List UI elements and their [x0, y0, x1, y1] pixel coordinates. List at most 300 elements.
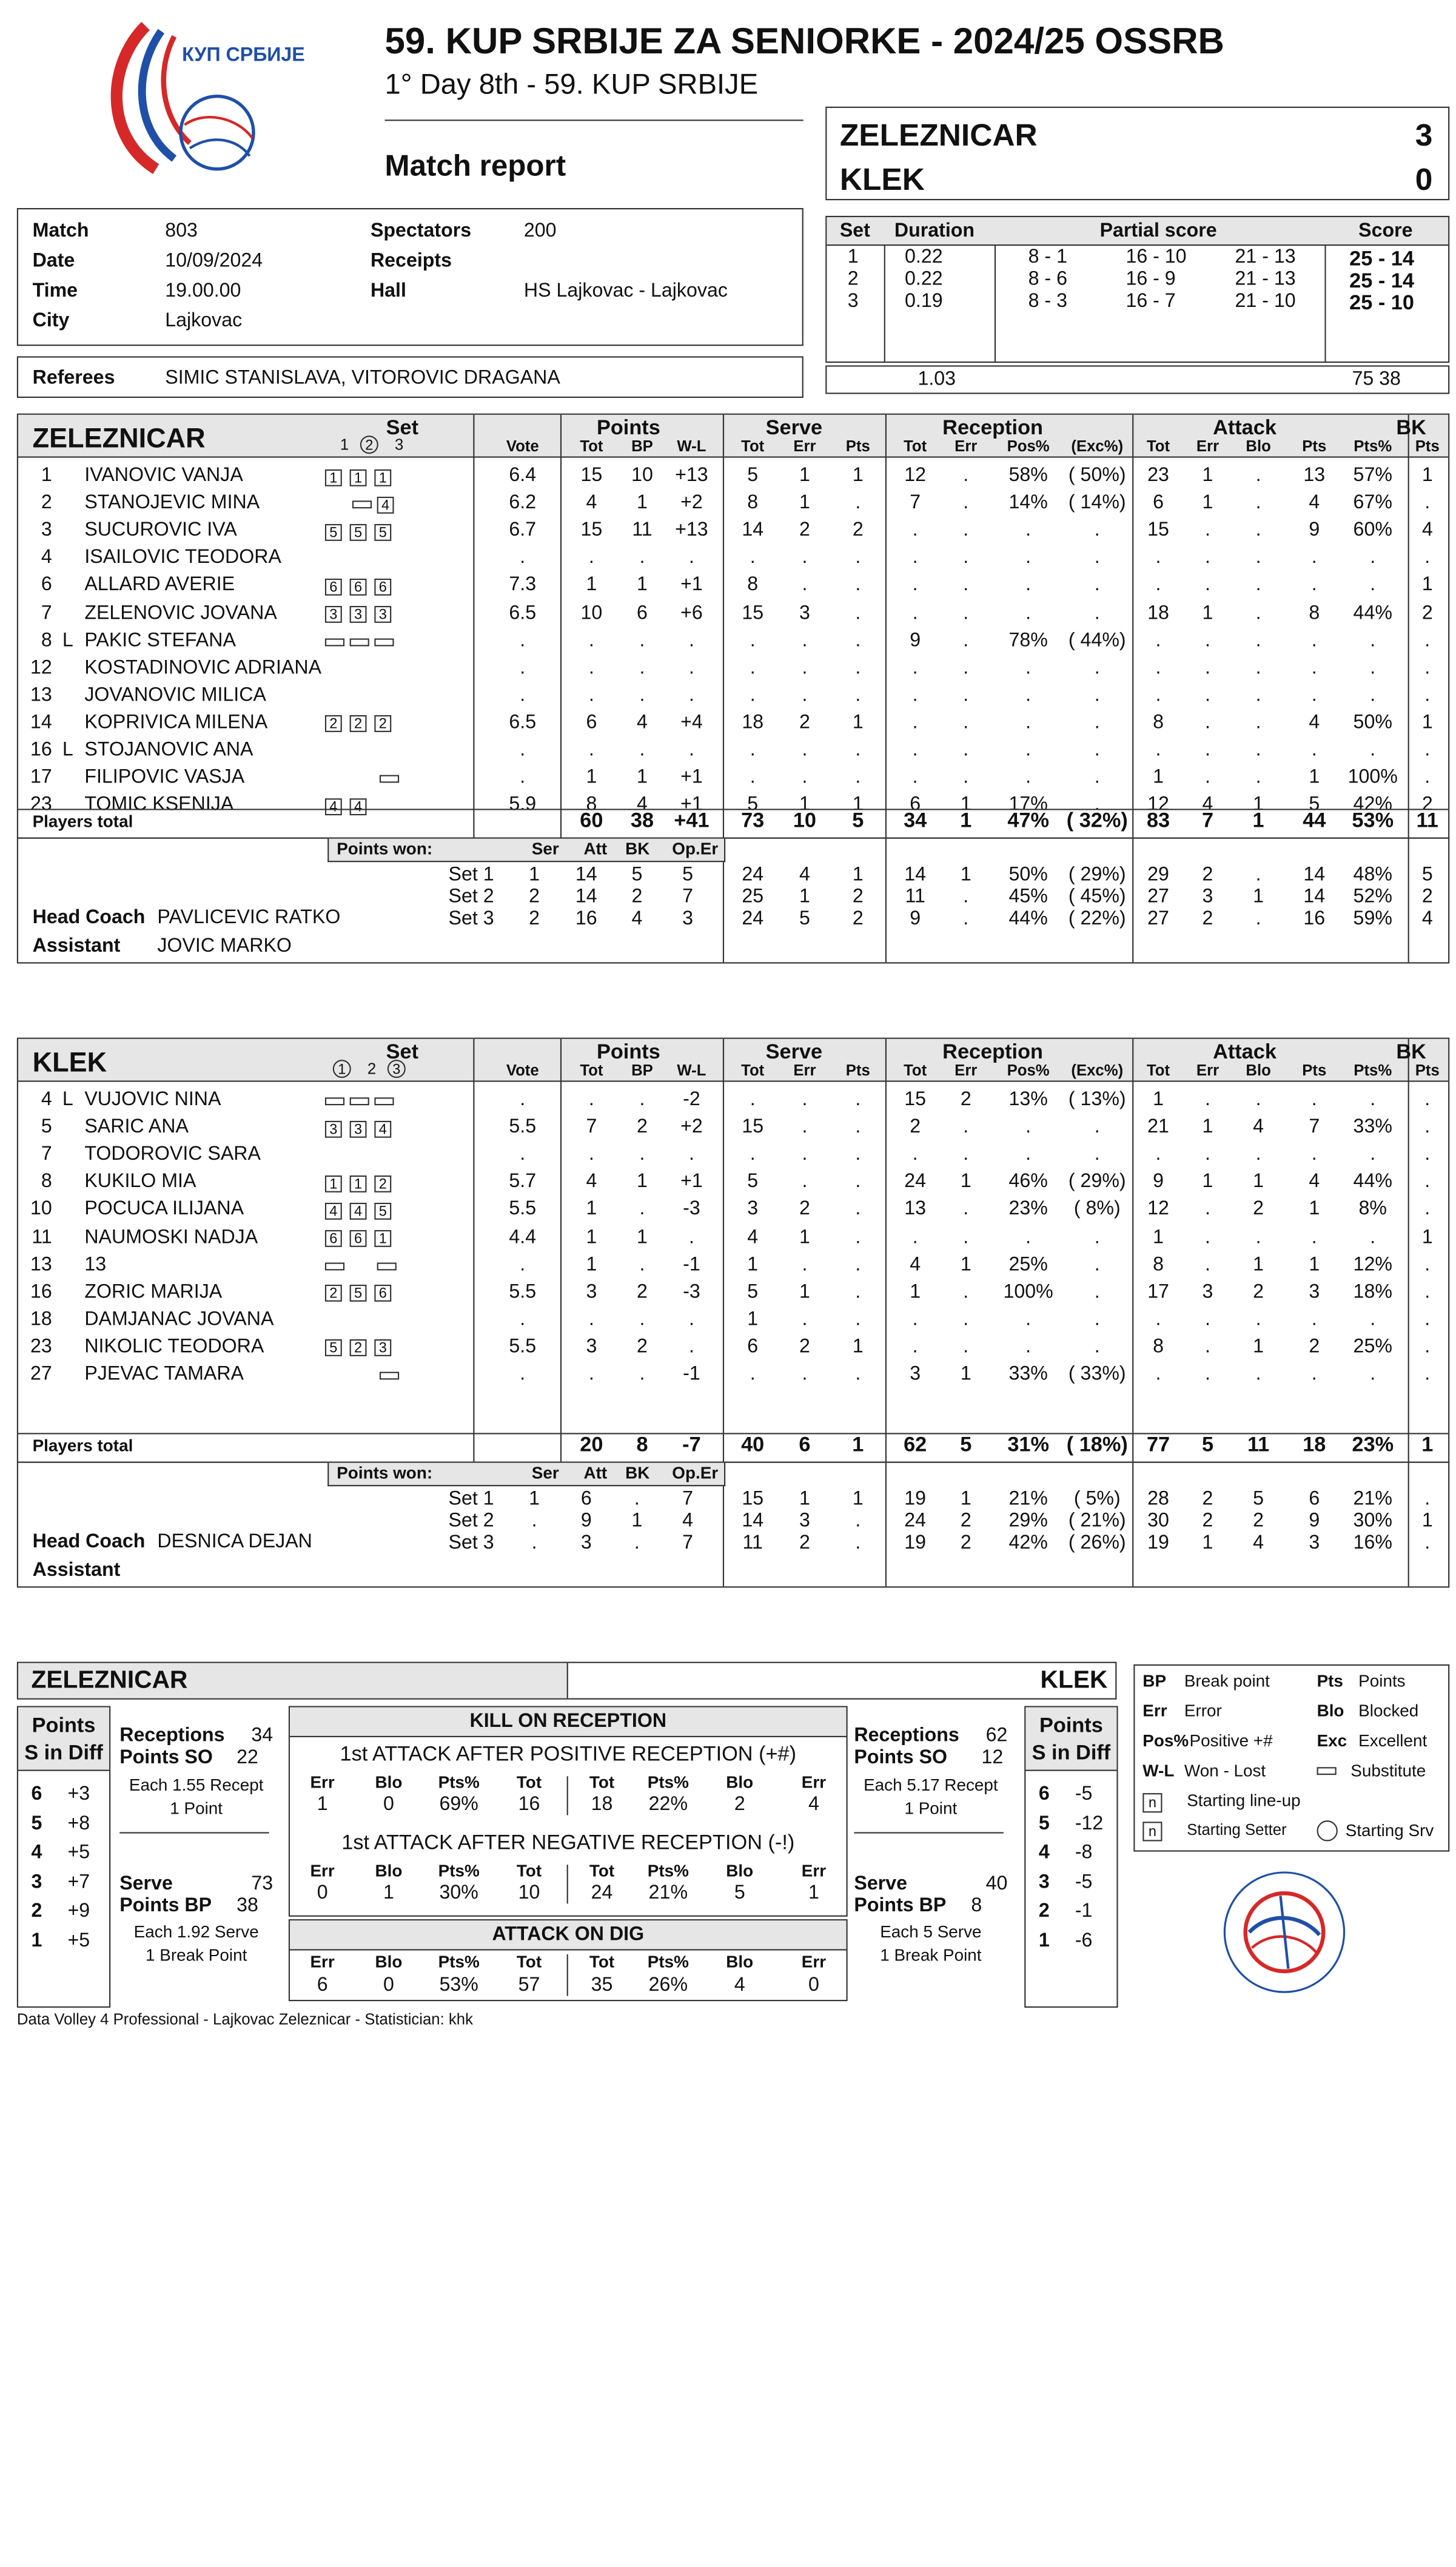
stat-aptsp: 67% [1353, 491, 1392, 514]
total-aptsp: 53% [1352, 810, 1394, 832]
stat-apts: . [1311, 1308, 1317, 1330]
col-header: Err [793, 1061, 816, 1080]
stat-serr: . [802, 1253, 808, 1276]
stat-ablo: 2 [1253, 1198, 1264, 1220]
stat-rtot: . [912, 656, 918, 679]
pw-col-header: Att [583, 838, 608, 858]
stat-vote: 6.5 [509, 601, 537, 624]
set-stat-spts: 1 [852, 1487, 864, 1510]
stat-wl: +2 [680, 491, 703, 514]
starting-position: 3 [374, 1340, 391, 1357]
starting-position: 1 [350, 1176, 367, 1193]
kill-value: 10 [518, 1881, 540, 1904]
stat-rexc: ( 13%) [1068, 1088, 1126, 1111]
legend-box-icon: n [1142, 1793, 1162, 1812]
total-bk: 11 [1416, 810, 1438, 832]
col-header: Err [1196, 437, 1219, 456]
set-row-label: Set 2 [448, 885, 494, 908]
stat-wl: -3 [683, 1198, 700, 1220]
stat-vote: 6.4 [509, 464, 537, 486]
player-sets [325, 1199, 399, 1221]
stat-wl: +13 [675, 464, 708, 486]
stat-ablo: . [1255, 765, 1261, 789]
receipts-label: Receipts [370, 249, 452, 272]
set-stat-rerr: . [963, 907, 969, 930]
stat-rtot: 15 [904, 1088, 927, 1111]
attack-on-dig [289, 1919, 848, 2001]
stat-rexc: . [1094, 1253, 1100, 1276]
stat-serr: . [802, 1143, 808, 1166]
stat-apts: . [1311, 738, 1317, 761]
stat-vote: 5.7 [509, 1170, 537, 1193]
set-stat-stot: 24 [742, 863, 764, 886]
stat-stot: . [750, 765, 756, 789]
set-stat-stot: 14 [742, 1509, 764, 1532]
set-stat-ablo: 4 [1253, 1532, 1264, 1554]
stat-rtot: 12 [904, 464, 927, 486]
team-player-table [17, 414, 1449, 839]
player-row [18, 1335, 1448, 1361]
stat-aptsp: 18% [1353, 1280, 1392, 1303]
set-stat-rerr: 2 [960, 1509, 971, 1532]
stat-aptsp: 8% [1358, 1198, 1387, 1220]
set-stat-stot: 25 [742, 885, 764, 908]
stat-rerr: . [963, 546, 969, 569]
pw-col-header: Op.Er [672, 838, 719, 858]
total-serr: 6 [799, 1434, 811, 1456]
set-stat-apts: 16 [1303, 907, 1326, 930]
stat-bk: . [1424, 765, 1431, 789]
player-number: 5 [41, 1115, 52, 1138]
dig-header: Pts% [647, 1951, 689, 1971]
col-header: W-L [677, 437, 706, 456]
points-bp-label: Points BP [119, 1894, 212, 1917]
stat-vote: . [520, 684, 526, 706]
total-ablo: 11 [1247, 1434, 1270, 1456]
col-header: BP [631, 437, 653, 456]
stat-tot: 3 [586, 1280, 597, 1303]
total-rexc: ( 32%) [1066, 810, 1128, 832]
player-row [18, 574, 1448, 600]
stat-vote: 5.9 [509, 793, 537, 816]
set-mark: 3 [387, 1060, 406, 1078]
set-stat-rexc: ( 21%) [1068, 1509, 1126, 1532]
head-coach-name: DESNICA DEJAN [157, 1530, 312, 1553]
stat-bp: 6 [637, 601, 648, 624]
kill-header: Err [310, 1860, 335, 1880]
total-bk: 1 [1421, 1434, 1434, 1456]
stat-atot: . [1155, 738, 1161, 761]
break-point: 1 Break Point [880, 1945, 982, 1965]
set-row-label: Set 1 [448, 863, 494, 886]
kill-header: Err [801, 1860, 827, 1880]
kill-value: 30% [439, 1881, 478, 1904]
player-number: 7 [41, 1143, 52, 1166]
col-header: (Exc%) [1071, 1061, 1124, 1080]
kill-value: 24 [591, 1881, 613, 1904]
set-stat-aerr: 2 [1202, 863, 1213, 886]
stat-rpos: . [1025, 765, 1032, 789]
legend-box-icon: n [1142, 1822, 1162, 1841]
team-name: ZELEZNICAR [32, 423, 206, 454]
stat-stot: 6 [747, 1335, 759, 1358]
kill-value: 2 [734, 1793, 745, 1815]
spectators-label: Spectators [370, 220, 472, 242]
stat-atot: 1 [1153, 1225, 1164, 1248]
stat-tot: 10 [580, 601, 603, 624]
stat-spts: . [855, 656, 861, 679]
points-won-value: 7 [682, 1532, 693, 1554]
stat-tot: 1 [586, 574, 597, 596]
stat-wl: +13 [675, 519, 708, 542]
hall-name: HS Lajkovac - Lajkovac [523, 279, 728, 302]
stat-bp: 2 [637, 1115, 648, 1138]
stat-aptsp: . [1370, 1225, 1376, 1248]
stat-rexc: . [1094, 765, 1100, 789]
player-name: ISAILOVIC TEODORA [84, 546, 281, 569]
set-mark: 2 [367, 1060, 377, 1078]
kill-value: 1 [317, 1793, 328, 1815]
dig-value: 57 [518, 1974, 540, 1996]
stat-bp: . [639, 1088, 645, 1111]
stat-ablo: 2 [1253, 1280, 1264, 1303]
player-sets [325, 767, 404, 789]
stat-serr: . [802, 1115, 808, 1138]
each-serve: Each 1.92 Serve [133, 1922, 259, 1942]
stat-apts: . [1311, 1362, 1317, 1385]
stat-spts: . [855, 738, 861, 761]
stat-serr: . [802, 628, 808, 651]
points-won-value: 16 [575, 907, 597, 930]
stat-stot: 5 [747, 793, 759, 816]
dig-header: Err [310, 1951, 335, 1971]
kill-header: Err [801, 1772, 827, 1792]
stat-bp: . [639, 1362, 645, 1385]
points-s-in: 5 [31, 1812, 42, 1834]
stat-apts: . [1311, 656, 1317, 679]
set-final-score: 25 - 10 [1349, 292, 1414, 315]
stat-stot: . [750, 1362, 756, 1385]
points-won-value: 7 [682, 885, 693, 908]
col-header: Err [793, 437, 816, 456]
substitute-mark [380, 775, 399, 783]
starting-position: 1 [325, 1176, 342, 1193]
col-header: Err [1196, 1061, 1219, 1080]
stat-serr: . [802, 574, 808, 596]
stat-rpos: . [1025, 711, 1032, 733]
stat-vote: . [520, 546, 526, 569]
stat-bp: . [639, 738, 645, 761]
stat-spts: . [855, 684, 861, 706]
player-number: 11 [32, 1225, 52, 1248]
set-number: 1 [847, 246, 859, 268]
points-won-label: Points won: [337, 1462, 433, 1482]
col-header: W-L [677, 1061, 706, 1080]
player-name: SUCUROVIC IVA [84, 519, 237, 542]
stat-rpos: 78% [1008, 628, 1048, 651]
partial-21: 21 - 13 [1235, 267, 1296, 291]
points-won-value: 14 [575, 863, 597, 886]
set-stat-aerr: 3 [1202, 885, 1213, 908]
stat-rpos: . [1025, 1225, 1032, 1248]
col-header: BP [631, 1061, 653, 1080]
set-number: 3 [847, 290, 859, 312]
points-diff: +9 [67, 1899, 90, 1922]
stat-stot: 15 [742, 601, 764, 624]
col-header: Pts [1302, 1061, 1327, 1080]
stat-aptsp: . [1370, 684, 1376, 706]
legend-desc: Substitute [1350, 1760, 1426, 1780]
legend-desc: Error [1184, 1700, 1222, 1721]
stat-bp: 4 [637, 793, 648, 816]
stat-bp: 1 [637, 491, 648, 514]
stat-apts: 4 [1309, 491, 1320, 514]
starting-position: 3 [325, 1120, 342, 1137]
stat-serr: 1 [799, 1225, 810, 1248]
player-row [18, 519, 1448, 545]
total-ablo: 1 [1252, 810, 1264, 832]
stat-rexc: . [1094, 1143, 1100, 1166]
substitute-mark [380, 1372, 399, 1380]
total-bp: 38 [630, 810, 654, 832]
col-group-header: Attack [1213, 417, 1277, 440]
set-stat-serr: 5 [799, 907, 810, 930]
col-header: Tot [741, 437, 765, 456]
stat-apts: 5 [1309, 793, 1320, 816]
total-spts: 5 [852, 810, 864, 832]
stat-rexc: ( 29%) [1068, 1170, 1126, 1193]
col-header: Pts [1302, 437, 1327, 456]
player-sets [325, 630, 399, 652]
set-number: 2 [847, 267, 859, 291]
stat-vote: . [520, 1308, 526, 1330]
kill-header: Blo [726, 1860, 754, 1880]
stat-stot: . [750, 1143, 756, 1166]
points-diff: -6 [1075, 1929, 1093, 1951]
stat-aerr: . [1205, 628, 1210, 651]
stat-wl: +1 [680, 1170, 703, 1193]
stat-rtot: . [912, 1308, 918, 1330]
partial-8: 8 - 6 [1028, 267, 1068, 291]
stat-aerr: . [1205, 1253, 1210, 1276]
positive-title: 1st ATTACK AFTER POSITIVE RECEPTION (+#) [340, 1743, 797, 1766]
stat-bk: . [1424, 628, 1431, 651]
player-row [18, 601, 1448, 627]
set-stat-aptsp: 30% [1353, 1509, 1392, 1532]
referees-box [17, 356, 803, 398]
stat-rerr: . [963, 1225, 969, 1248]
player-number: 7 [41, 601, 52, 624]
points-diff: +8 [67, 1812, 90, 1834]
player-number: 8 [41, 628, 52, 651]
stat-bp: . [639, 684, 645, 706]
total-stot: 40 [741, 1434, 765, 1456]
total-wl: +41 [674, 810, 710, 832]
points-subheading: S in Diff [24, 1742, 103, 1765]
stat-rtot: 1 [910, 1280, 921, 1303]
stat-tot: 1 [586, 1198, 597, 1220]
player-name: NAUMOSKI NADJA [84, 1225, 258, 1248]
stat-rpos: . [1025, 1115, 1032, 1138]
stat-rexc: . [1094, 1308, 1100, 1330]
starting-position: 4 [350, 1203, 367, 1220]
player-row [18, 766, 1448, 792]
total-apts: 44 [1303, 810, 1326, 832]
stat-wl: -3 [683, 1280, 700, 1303]
dig-title: ATTACK ON DIG [492, 1923, 645, 1945]
set-stat-rexc: ( 29%) [1068, 863, 1126, 886]
player-sets [325, 1254, 401, 1276]
one-point: 1 Point [170, 1798, 223, 1818]
stat-ablo: . [1255, 519, 1261, 542]
total-rexc: ( 18%) [1066, 1434, 1128, 1456]
set-stat-aptsp: 59% [1353, 907, 1392, 930]
stat-bk: . [1424, 684, 1431, 706]
col-header: Vote [506, 437, 539, 456]
stat-tot: . [588, 1088, 594, 1111]
scoreboard-away-sets: 0 [1415, 162, 1433, 198]
stat-rerr: 1 [960, 1253, 971, 1276]
scoreboard-home: ZELEZNICAR [839, 118, 1038, 153]
points-won-value: . [634, 1532, 640, 1554]
stat-stot: 8 [747, 491, 759, 514]
player-name: PAKIC STEFANA [84, 628, 236, 651]
stat-serr: 2 [799, 711, 810, 733]
stat-stot: . [750, 656, 756, 679]
stat-aptsp: 60% [1353, 519, 1392, 542]
set-stat-rtot: 14 [904, 863, 927, 886]
player-number: 6 [41, 574, 52, 596]
points-s-in: 6 [1038, 1783, 1050, 1805]
stat-rerr: 2 [960, 1088, 971, 1111]
player-sets [325, 1309, 407, 1331]
kill-value: 4 [808, 1793, 819, 1815]
total-wl: -7 [682, 1434, 701, 1456]
total-rpos: 47% [1007, 810, 1049, 832]
stat-ablo: 1 [1253, 1335, 1264, 1358]
stat-stot: 1 [747, 1253, 759, 1276]
federation-logo [1197, 1859, 1371, 2005]
set-stat-ablo: . [1255, 863, 1261, 886]
kill-value: 18 [591, 1793, 613, 1815]
stat-spts: 1 [852, 793, 864, 816]
player-row [18, 1143, 1448, 1169]
stat-aerr: . [1205, 1335, 1210, 1358]
legend-abbr: Blo [1317, 1700, 1344, 1721]
col-header: Vote [506, 1061, 539, 1080]
player-number: 16 [30, 738, 52, 761]
partial-8: 8 - 1 [1028, 246, 1068, 268]
stat-spts: . [855, 1143, 861, 1166]
stat-rpos: 100% [1003, 1280, 1053, 1303]
stat-serr: . [802, 765, 808, 789]
stat-vote: 7.3 [509, 574, 537, 596]
col-header: Tot [904, 1061, 927, 1080]
scoreboard-away: KLEK [839, 162, 925, 198]
col-group-header: Set [386, 1041, 419, 1064]
dig-value: 0 [808, 1974, 819, 1996]
set-stat-bk: . [1424, 1532, 1431, 1554]
player-row [18, 1280, 1448, 1307]
summary-away-name: KLEK [1040, 1667, 1108, 1695]
stat-wl: . [688, 684, 694, 706]
stat-vote: 5.5 [509, 1280, 537, 1303]
stat-aptsp: 44% [1353, 601, 1392, 624]
stat-stot: . [750, 738, 756, 761]
stat-serr: 2 [799, 1198, 810, 1220]
set-stat-ablo: 2 [1253, 1509, 1264, 1532]
dig-value: 4 [734, 1974, 745, 1996]
stat-rerr: 1 [960, 1362, 971, 1385]
player-row [18, 1115, 1448, 1142]
stat-bp: 2 [637, 1335, 648, 1358]
player-name: KOPRIVICA MILENA [84, 711, 268, 733]
stat-rpos: . [1025, 684, 1032, 706]
stat-atot: . [1155, 1143, 1161, 1166]
match-report-label: Match report [384, 148, 566, 183]
stat-vote: . [520, 1088, 526, 1111]
stat-serr: 2 [799, 519, 810, 542]
stat-aptsp: 42% [1353, 793, 1392, 816]
player-sets [325, 685, 407, 707]
player-sets [325, 575, 399, 597]
set-stat-bk: 1 [1421, 1509, 1433, 1532]
starting-position: 5 [325, 1340, 342, 1357]
stat-bk: 1 [1421, 1225, 1433, 1248]
stat-aptsp: 57% [1353, 464, 1392, 486]
player-sets [325, 548, 407, 570]
stat-spts: 1 [852, 711, 864, 733]
partial-16: 16 - 10 [1126, 246, 1187, 268]
stat-atot: 8 [1153, 1253, 1164, 1276]
stat-tot: 1 [586, 765, 597, 789]
stat-wl: -1 [683, 1362, 700, 1385]
points-won-value: 9 [580, 1509, 592, 1532]
stat-spts: . [855, 491, 861, 514]
stat-tot: 6 [586, 711, 597, 733]
stat-bp: . [639, 628, 645, 651]
stat-tot: 7 [586, 1115, 597, 1138]
stat-apts: 1 [1309, 1253, 1320, 1276]
player-number: 2 [41, 491, 52, 514]
set-stat-rexc: ( 5%) [1073, 1487, 1121, 1510]
dig-value: 53% [439, 1974, 478, 1996]
kill-value: 0 [383, 1793, 394, 1815]
stat-wl: +1 [680, 793, 703, 816]
player-number: 13 [30, 1253, 52, 1276]
set-stat-rerr: 1 [960, 1487, 971, 1510]
set-row-label: Set 1 [448, 1487, 494, 1510]
stat-apts: . [1311, 1143, 1317, 1166]
player-number: 4 [41, 546, 52, 569]
sets-header-set: Set [839, 220, 870, 242]
player-name: STANOJEVIC MINA [84, 491, 260, 514]
stat-tot: 15 [580, 519, 603, 542]
one-point: 1 Point [904, 1798, 958, 1818]
starting-position: 3 [325, 606, 342, 623]
set-mark: 3 [394, 436, 404, 454]
col-header: Pts% [1354, 1061, 1392, 1080]
stat-vote: . [520, 1143, 526, 1166]
stat-aptsp: . [1370, 738, 1376, 761]
points-won-value: 4 [682, 1509, 693, 1532]
stat-bp: . [639, 1308, 645, 1330]
stat-rtot: . [912, 765, 918, 789]
set-stat-aptsp: 16% [1353, 1532, 1392, 1554]
set-breakdown [17, 838, 1449, 964]
set-stat-rerr: 2 [960, 1532, 971, 1554]
player-number: 23 [30, 793, 52, 816]
